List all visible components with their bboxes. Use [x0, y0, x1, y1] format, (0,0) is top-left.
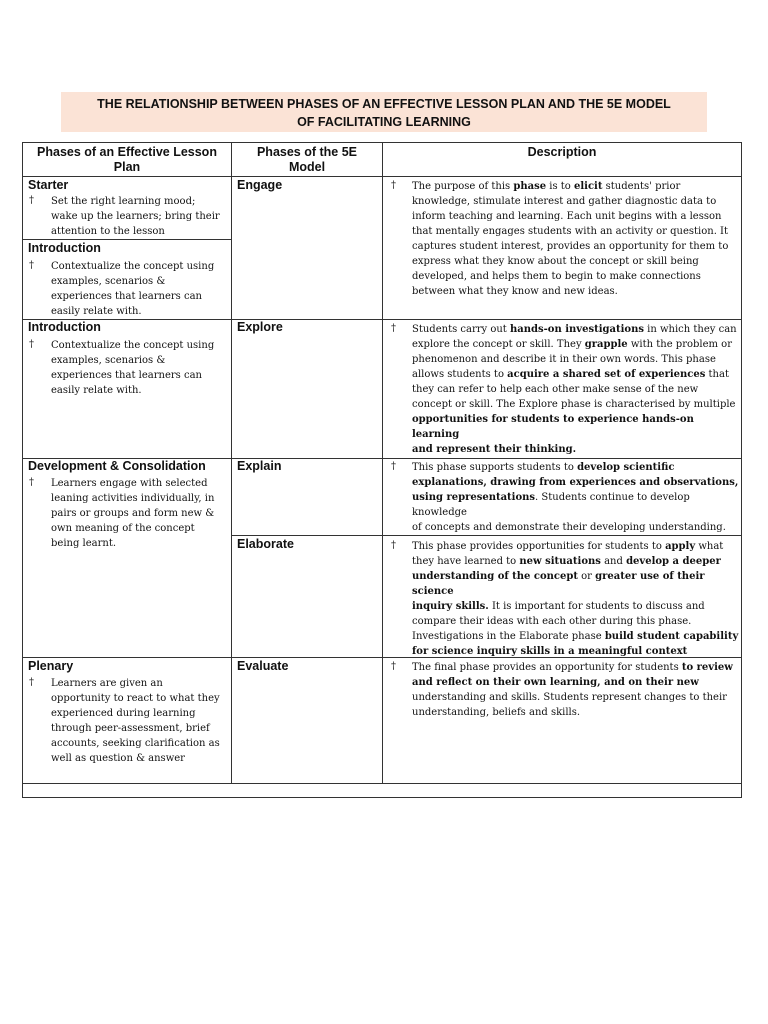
desc-line: developed, and helps them to begin to make connections — [412, 271, 701, 282]
row-divider-1 — [23, 319, 741, 320]
desc-emphasis: using representations — [412, 492, 536, 503]
desc-text: or — [577, 571, 596, 582]
introduction-line: Contextualize the concept using — [51, 340, 215, 351]
explore-phase: Explore — [237, 320, 283, 334]
engage-description — [412, 179, 728, 299]
explore-bullet: † — [391, 323, 396, 334]
desc-line — [412, 322, 741, 337]
desc-line — [412, 569, 741, 599]
desc-line — [412, 337, 741, 352]
desc-line: of concepts and demonstrate their developing understanding. — [412, 522, 726, 533]
explain-bullet: † — [391, 461, 396, 472]
introduction-title: Introduction — [28, 241, 101, 255]
plenary-line: through peer-assessment, brief — [51, 723, 210, 734]
development-bullet: † — [29, 477, 34, 488]
desc-text: This phase provides opportunities for students to — [412, 541, 666, 552]
column-divider-2 — [382, 143, 383, 783]
header-5e-phases-line2: Model — [288, 160, 326, 174]
starter-title: Starter — [28, 178, 69, 192]
explain-elaborate-divider — [232, 535, 741, 536]
desc-emphasis: and reflect on their own learning, and on their new — [412, 677, 699, 688]
introduction-line: easily relate with. — [51, 385, 142, 396]
introduction-text — [51, 338, 214, 398]
desc-emphasis: hands-on investigations — [510, 324, 644, 335]
desc-emphasis: explanations, drawing from experiences and observations, — [412, 477, 739, 488]
desc-line: understanding, beliefs and skills. — [412, 707, 581, 718]
development-line: Learners engage with selected — [51, 478, 208, 489]
header-5e-phases-line1: Phases of the 5E — [256, 145, 358, 159]
desc-emphasis: phase — [513, 181, 547, 192]
desc-text: Investigations in the Elaborate phase — [412, 631, 605, 642]
relationship-table — [22, 142, 742, 798]
desc-text: in which they can — [643, 324, 737, 335]
desc-line — [412, 675, 733, 690]
starter-line: wake up the learners; bring their — [51, 211, 220, 222]
header-lesson-phases-line1: Phases of an Effective Lesson — [37, 145, 217, 159]
engage-phase: Engage — [237, 178, 283, 192]
desc-text: It is important for students to discuss and — [488, 601, 705, 612]
desc-emphasis: greater use of their science — [412, 571, 705, 597]
desc-line — [412, 644, 741, 659]
plenary-line: experienced during learning — [51, 708, 196, 719]
desc-emphasis: develop a deeper — [626, 556, 721, 567]
starter-divider — [23, 239, 232, 240]
development-line: leaning activities individually, in — [51, 493, 215, 504]
starter-bullet: † — [29, 195, 34, 206]
desc-text: and — [600, 556, 627, 567]
plenary-line: accounts, seeking clarification as — [51, 738, 220, 749]
desc-line: that mentally engages students with an activity or question. It — [412, 226, 729, 237]
introduction-line: Contextualize the concept using — [51, 261, 215, 272]
desc-line: express what they know about the concept or skill being — [412, 256, 699, 267]
desc-emphasis: for science inquiry skills in a meaningful context — [412, 646, 688, 657]
desc-line: phenomenon and describe it in their own words. This phase — [412, 354, 716, 365]
desc-line: knowledge, stimulate interest and gather diagnostic data to — [412, 196, 717, 207]
plenary-title: Plenary — [28, 659, 74, 673]
elaborate-description — [412, 539, 741, 659]
header-lesson-phases — [23, 145, 231, 175]
desc-emphasis: opportunities for students to experience hands-on learning — [412, 414, 694, 440]
desc-line: captures student interest, provides an opportunity for them to — [412, 241, 729, 252]
footer-divider — [23, 783, 741, 784]
introduction-line: experiences that learners can — [51, 291, 202, 302]
desc-emphasis: and represent their thinking. — [412, 444, 577, 455]
desc-emphasis: elicit — [574, 181, 603, 192]
development-text — [51, 476, 214, 551]
desc-line: compare their ideas with each other during this phase. — [412, 616, 692, 627]
explore-description — [412, 322, 741, 457]
starter-text — [51, 194, 220, 239]
desc-text: The final phase provides an opportunity for students — [412, 662, 682, 673]
desc-text: allows students to — [412, 369, 508, 380]
introduction-text — [51, 259, 214, 319]
introduction-line: easily relate with. — [51, 306, 142, 317]
desc-line — [412, 629, 741, 644]
desc-emphasis: new situations — [519, 556, 601, 567]
header-description-text: Description — [527, 145, 597, 159]
header-5e-phases — [232, 145, 382, 175]
explain-phase: Explain — [237, 459, 282, 473]
desc-emphasis: acquire a shared set of experiences — [507, 369, 706, 380]
plenary-text — [51, 676, 220, 766]
header-divider — [23, 176, 741, 177]
desc-line — [412, 539, 741, 554]
title-line-1: THE RELATIONSHIP BETWEEN PHASES OF AN EFFECTIVE LESSON PLAN AND THE 5E MODEL — [97, 97, 671, 111]
desc-text: The purpose of this — [412, 181, 514, 192]
explain-description — [412, 460, 741, 535]
introduction-line: examples, scenarios & — [51, 355, 166, 366]
evaluate-description — [412, 660, 733, 720]
starter-line: Set the right learning mood; — [51, 196, 196, 207]
elaborate-bullet: † — [391, 540, 396, 551]
desc-text: they have learned to — [412, 556, 520, 567]
desc-text: with the problem or — [627, 339, 732, 350]
document-title — [61, 92, 707, 132]
introduction-bullet: † — [29, 260, 34, 271]
development-title: Development & Consolidation — [28, 459, 206, 473]
introduction-line: examples, scenarios & — [51, 276, 166, 287]
desc-line — [412, 660, 733, 675]
desc-line — [412, 412, 741, 442]
desc-text: what — [695, 541, 724, 552]
header-description — [383, 145, 741, 160]
starter-line: attention to the lesson — [51, 226, 165, 237]
desc-line — [412, 554, 741, 569]
desc-line — [412, 367, 741, 382]
engage-bullet: † — [391, 180, 396, 191]
desc-emphasis: inquiry skills. — [412, 601, 489, 612]
desc-text: This phase supports students to — [412, 462, 578, 473]
desc-text: that — [705, 369, 729, 380]
desc-line: between what they know and new ideas. — [412, 286, 618, 297]
header-lesson-phases-line2: Plan — [113, 160, 141, 174]
introduction-title: Introduction — [28, 320, 101, 334]
evaluate-phase: Evaluate — [237, 659, 289, 673]
desc-line — [412, 599, 741, 614]
desc-emphasis: understanding of the concept — [412, 571, 578, 582]
desc-emphasis: build student capability — [604, 631, 739, 642]
desc-emphasis: apply — [665, 541, 696, 552]
desc-emphasis: to review — [681, 662, 733, 673]
introduction-bullet: † — [29, 339, 34, 350]
desc-text: students' prior — [602, 181, 681, 192]
desc-emphasis: grapple — [584, 339, 628, 350]
plenary-line: Learners are given an — [51, 678, 163, 689]
plenary-line: opportunity to react to what they — [51, 693, 220, 704]
desc-line: they can refer to help each other make sense of the new — [412, 384, 699, 395]
introduction-line: experiences that learners can — [51, 370, 202, 381]
desc-line — [412, 490, 741, 520]
desc-line: concept or skill. The Explore phase is characterised by multiple — [412, 399, 736, 410]
desc-emphasis: develop scientific — [577, 462, 675, 473]
desc-line — [412, 475, 741, 490]
desc-text: explore the concept or skill. They — [412, 339, 585, 350]
desc-text: . Students continue to develop knowledge — [412, 492, 690, 518]
evaluate-bullet: † — [391, 661, 396, 672]
plenary-bullet: † — [29, 677, 34, 688]
title-line-2: OF FACILITATING LEARNING — [297, 115, 471, 129]
desc-line — [412, 460, 741, 475]
desc-line: understanding and skills. Students represent changes to their — [412, 692, 727, 703]
desc-line — [412, 442, 741, 457]
development-line: own meaning of the concept — [51, 523, 195, 534]
desc-line — [412, 179, 728, 194]
development-line: being learnt. — [51, 538, 117, 549]
desc-line: inform teaching and learning. Each unit begins with a lesson — [412, 211, 722, 222]
desc-text: is to — [546, 181, 574, 192]
desc-text: Students carry out — [412, 324, 511, 335]
elaborate-phase: Elaborate — [237, 537, 294, 551]
development-line: pairs or groups and form new & — [51, 508, 215, 519]
plenary-line: well as question & answer — [51, 753, 185, 764]
